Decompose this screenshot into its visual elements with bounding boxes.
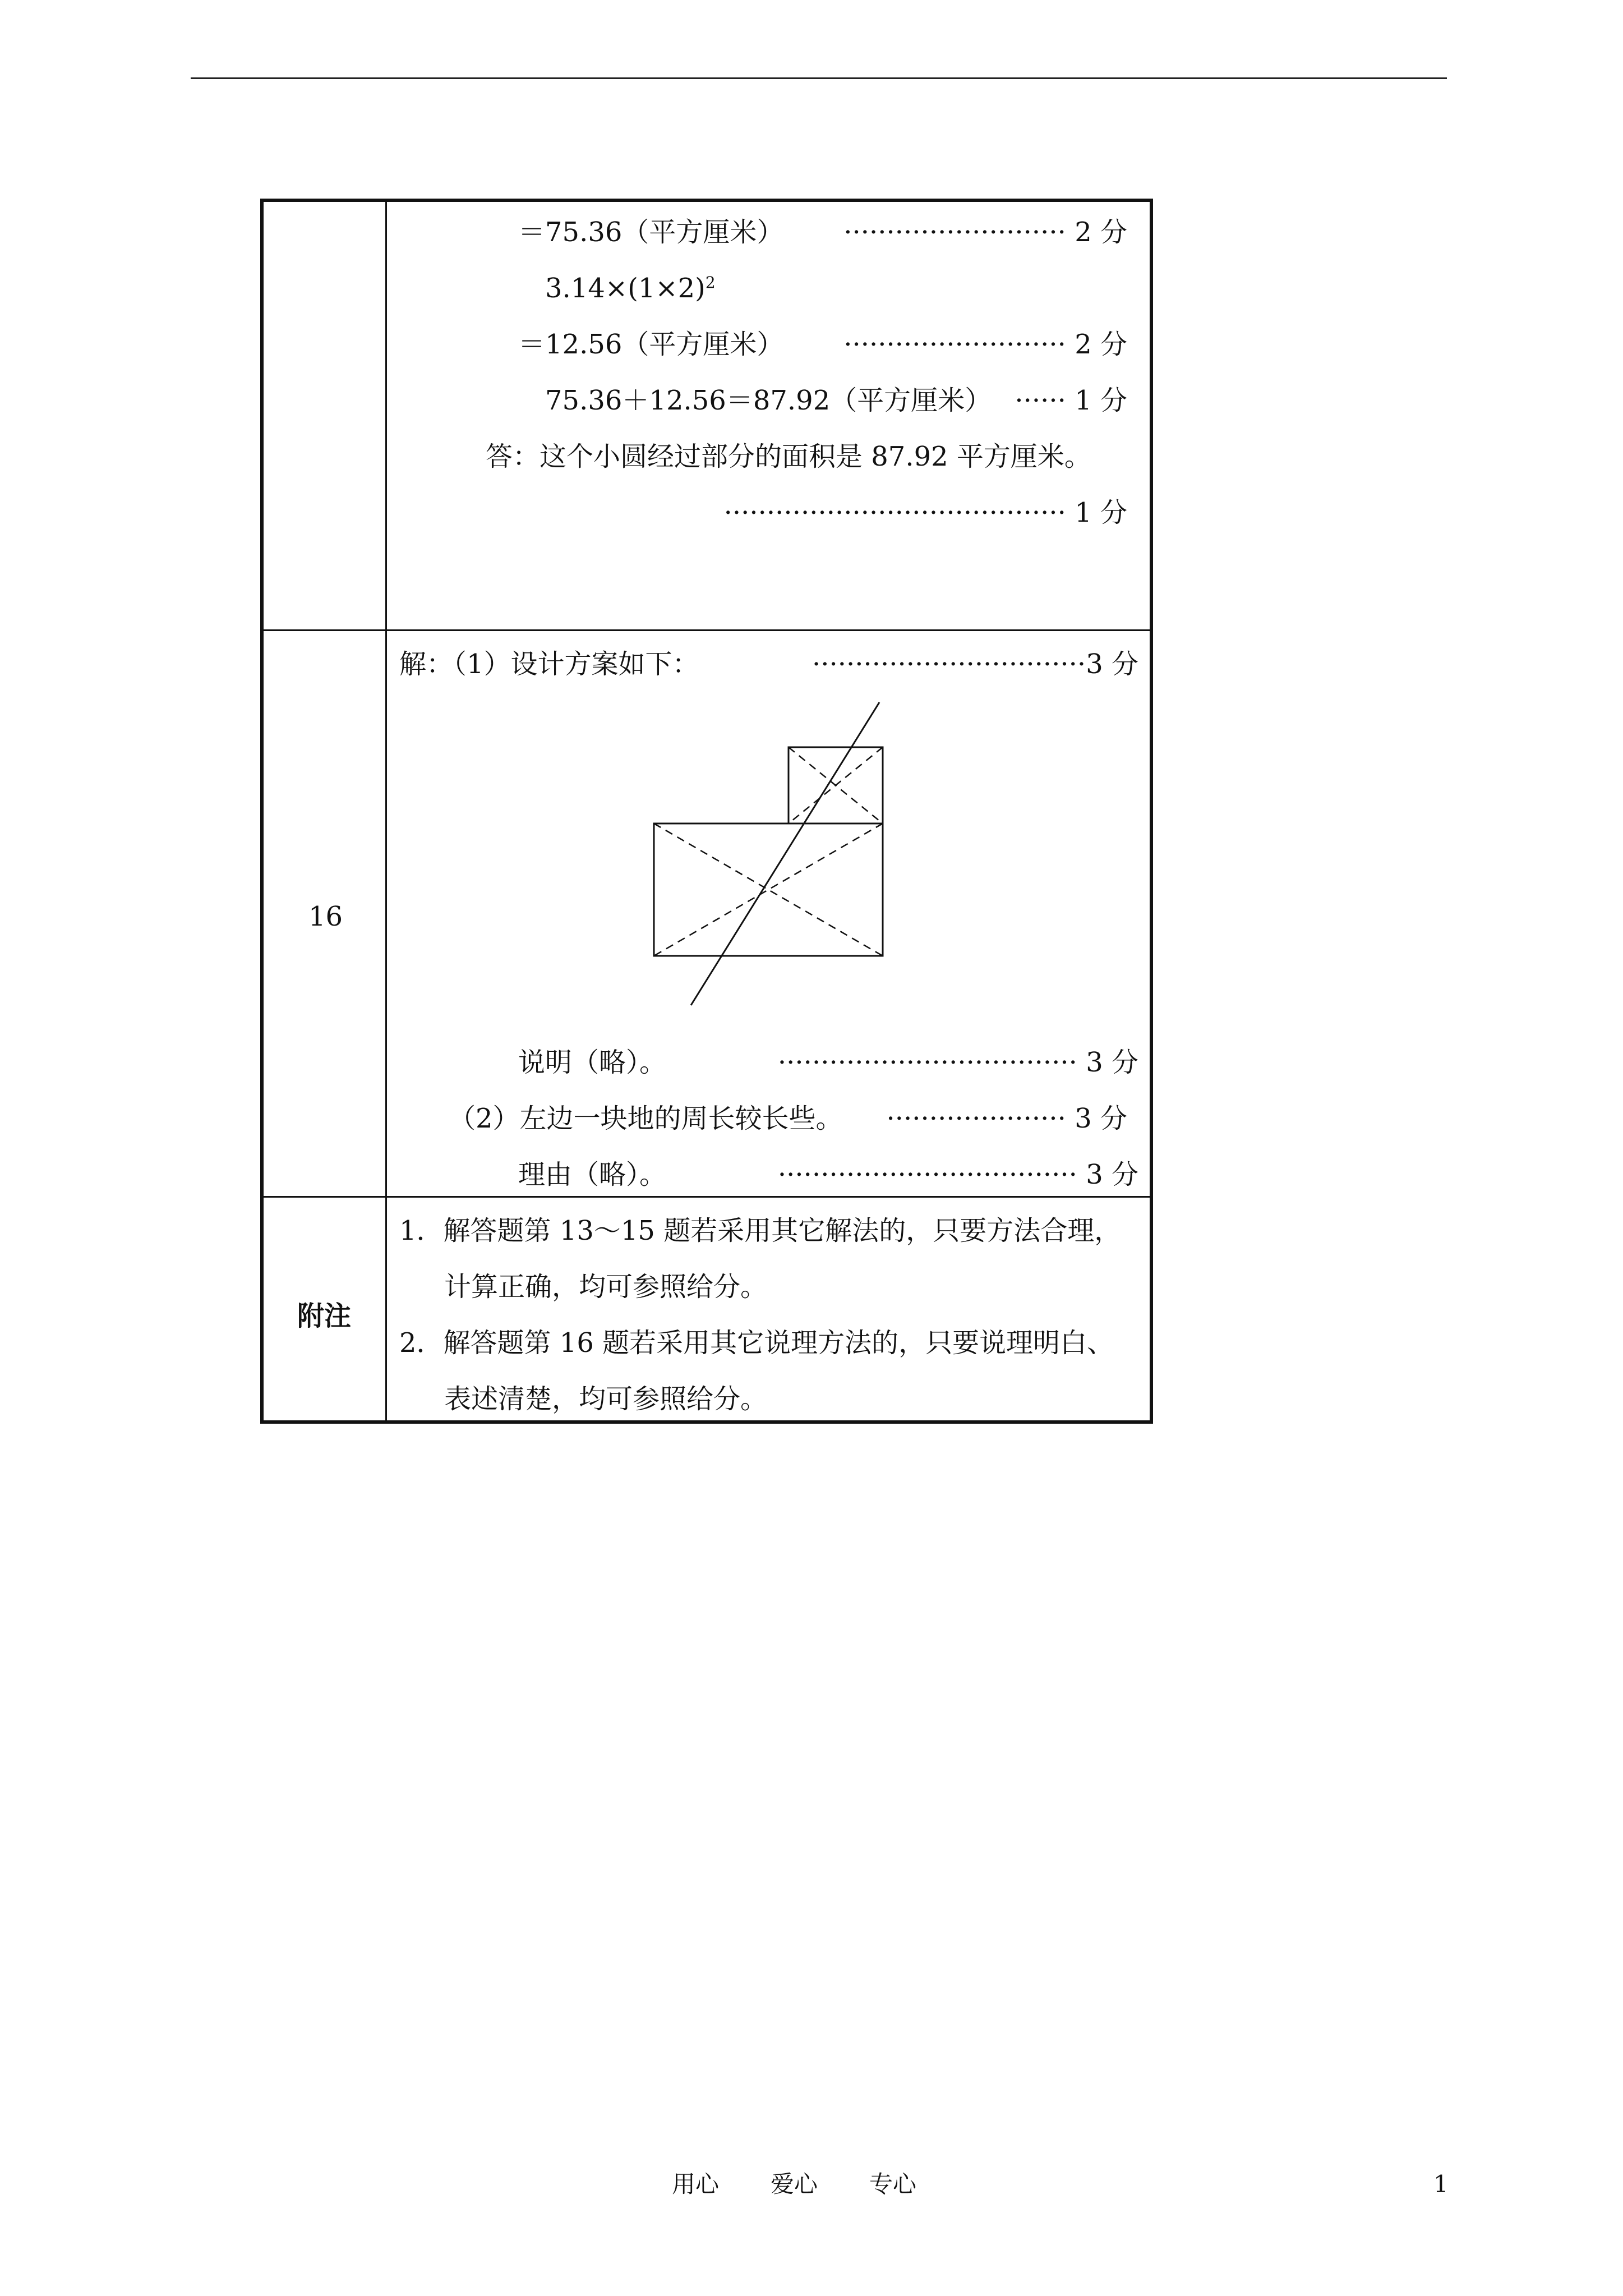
question-number: 16	[308, 901, 343, 932]
answer-line-4: 75.36＋12.56＝87.92（平方厘米）	[545, 385, 992, 416]
header-rule	[191, 77, 1447, 79]
note-label: 附注	[297, 1300, 352, 1332]
q16-line-2: 说明（略）。	[518, 1047, 667, 1078]
q16-line-1: 解：（1）设计方案如下：	[399, 648, 699, 680]
dividing-line	[691, 702, 879, 1005]
land-outline	[654, 747, 883, 956]
page-number: 1	[1433, 2170, 1449, 2198]
q16-line-4-score: ··································· 3 分	[777, 1159, 1138, 1190]
answer-line-1: ＝75.36（平方厘米）	[518, 217, 784, 248]
answer-line-4-score: ······ 1 分	[1015, 385, 1127, 416]
row-divider-2	[264, 1196, 1150, 1198]
footer-motto-3: 专心	[869, 2170, 917, 2198]
large-diagonal-1	[654, 823, 883, 956]
answer-line-2	[545, 275, 716, 302]
land-division-figure	[645, 696, 892, 1010]
q16-line-4: 理由（略）。	[518, 1159, 667, 1190]
answer-line-2-exponent: 2	[705, 273, 716, 292]
note-line-3: 2．解答题第 16 题若采用其它说理方法的，只要说理明白、	[399, 1327, 1114, 1359]
q16-line-3-score: ····················· 3 分	[886, 1103, 1127, 1134]
q16-line-2-score: ··································· 3 分	[777, 1047, 1138, 1078]
answer-conclusion-score: ········································ 1 分	[723, 497, 1127, 528]
q16-line-1-score: ································3 分	[811, 648, 1138, 680]
note-line-4: 表述清楚，均可参照给分。	[444, 1383, 768, 1415]
note-line-2: 计算正确，均可参照给分。	[444, 1271, 768, 1303]
answer-line-3-score: ·························· 2 分	[843, 329, 1127, 360]
footer-motto-2: 爱心	[771, 2170, 818, 2198]
note-line-1: 1．解答题第 13～15 题若采用其它解法的，只要方法合理，	[399, 1215, 1122, 1246]
answer-line-1-score: ·························· 2 分	[843, 217, 1127, 248]
row-divider-1	[264, 629, 1150, 631]
answer-line-2-base: 3.14×(1×2)	[545, 273, 706, 304]
large-rectangle	[654, 823, 883, 956]
footer-motto-1: 用心	[672, 2170, 720, 2198]
diagonals	[654, 747, 883, 956]
column-divider	[385, 202, 387, 1420]
answer-conclusion: 答：这个小圆经过部分的面积是 87.92 平方厘米。	[486, 441, 1091, 472]
large-diagonal-2	[654, 823, 883, 956]
q16-line-3: （2）左边一块地的周长较长些。	[449, 1103, 843, 1134]
answer-line-3: ＝12.56（平方厘米）	[518, 329, 784, 360]
